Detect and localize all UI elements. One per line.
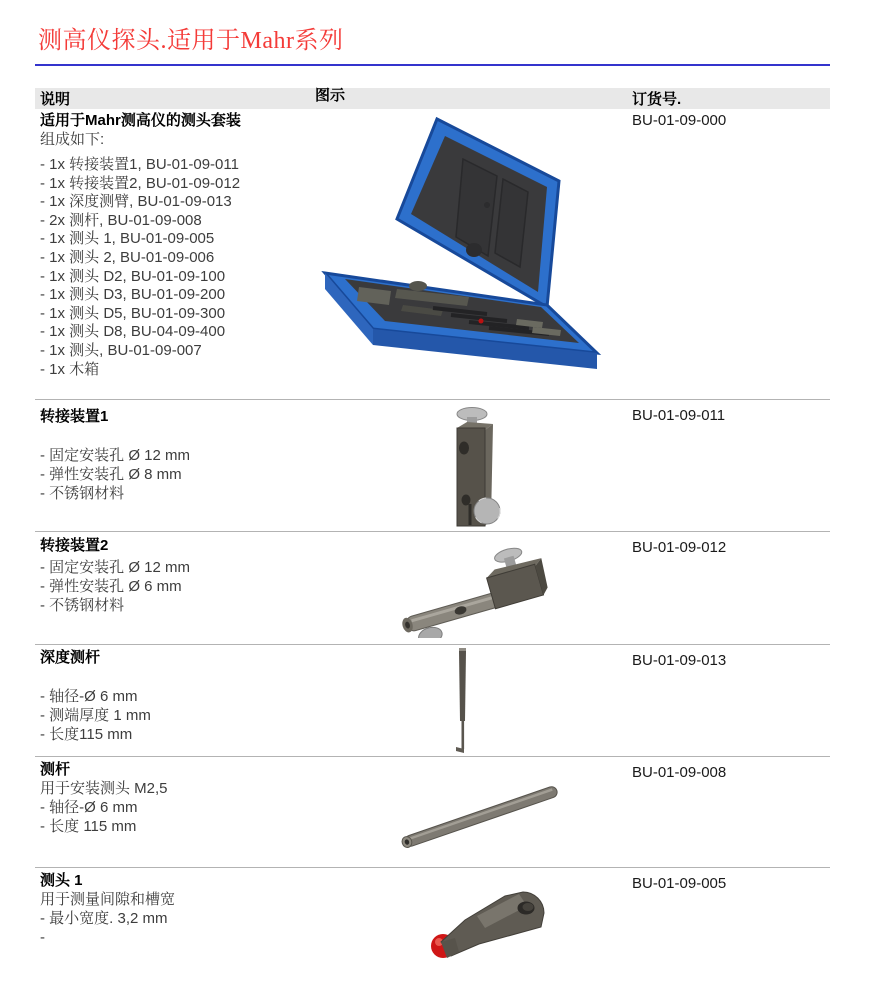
order-number: BU-01-09-008 xyxy=(632,764,727,781)
probe-set-case-image xyxy=(311,115,623,391)
table-row xyxy=(35,399,830,531)
row-image-cell xyxy=(315,400,632,531)
col-header-order: 订货号. xyxy=(632,91,682,108)
page-title: 测高仪探头.适用于Mahr系列 xyxy=(38,28,344,54)
row-description xyxy=(35,109,315,399)
bullet-item: - 最小宽度. 3,2 mm xyxy=(40,910,168,927)
order-number: BU-01-09-011 xyxy=(632,407,726,424)
bullet-item: - 1x 测头 D3, BU-01-09-200 xyxy=(40,286,226,304)
bullet-item: - 1x 测头 2, BU-01-09-006 xyxy=(40,248,215,266)
bullet-item: - 1x 木箱 xyxy=(40,360,100,378)
row-title: 测杆 xyxy=(40,761,71,778)
table-row xyxy=(35,644,830,756)
table-row xyxy=(35,109,830,399)
row-description xyxy=(35,532,315,644)
row-title: 转接装置1 xyxy=(40,408,109,425)
bullet-list xyxy=(40,909,315,947)
row-subtitle: 用于测量间隙和槽宽 xyxy=(40,890,176,908)
bullet-item: - 长度115 mm xyxy=(40,725,133,743)
col-header-description: 说明 xyxy=(40,91,71,108)
bullet-item: - 1x 转接装置2, BU-01-09-012 xyxy=(40,174,241,192)
bullet-item: - 1x 测头 1, BU-01-09-005 xyxy=(40,230,215,248)
order-number: BU-01-09-012 xyxy=(632,539,727,556)
row-title: 深度测杆 xyxy=(40,649,101,666)
bullet-list xyxy=(40,687,315,744)
row-description xyxy=(35,868,315,1002)
table-row xyxy=(35,756,830,867)
bullet-list xyxy=(40,156,315,379)
row-subtitle: 用于安装测头 M2,5 xyxy=(40,779,168,797)
row-title: 适用于Mahr测高仪的测头套装 xyxy=(40,112,241,129)
bullet-item: - 固定安装孔 Ø 12 mm xyxy=(40,446,191,464)
bullet-item: - 1x 测头 D5, BU-01-09-300 xyxy=(40,304,226,322)
bullet-list xyxy=(40,798,315,836)
bullet-item: - 不锈钢材料 xyxy=(40,484,125,502)
row-image-cell xyxy=(315,757,632,867)
bullet-item: - 弹性安装孔 Ø 6 mm xyxy=(40,577,182,595)
adapter-2-image xyxy=(390,546,558,638)
probe-1-image xyxy=(407,880,567,976)
bullet-item: - 弹性安装孔 Ø 8 mm xyxy=(40,465,182,483)
bullet-item: - 1x 测头, BU-01-09-007 xyxy=(40,341,202,359)
title-underline xyxy=(35,64,830,66)
row-image-cell xyxy=(315,868,632,1002)
bullet-item: - 轴径-Ø 6 mm xyxy=(40,687,138,705)
bullet-item: - 1x 深度测臂, BU-01-09-013 xyxy=(40,193,232,211)
bullet-item: - 长度 115 mm xyxy=(40,818,137,835)
bullet-item: - 测端厚度 1 mm xyxy=(40,706,151,724)
bullet-item: - 1x 转接装置1, BU-01-09-011 xyxy=(40,156,239,173)
bullet-item: - 1x 测头 D2, BU-01-09-100 xyxy=(40,267,226,285)
bullet-list xyxy=(40,558,315,615)
bullet-list xyxy=(40,446,315,503)
order-number: BU-01-09-005 xyxy=(632,875,727,892)
row-title: 转接装置2 xyxy=(40,537,109,554)
row-title: 测头 1 xyxy=(40,872,83,889)
table-row xyxy=(35,531,830,644)
table-row xyxy=(35,867,830,1002)
row-image-cell xyxy=(315,532,632,644)
bullet-item: - 固定安装孔 Ø 12 mm xyxy=(40,558,191,576)
row-description xyxy=(35,645,315,756)
bullet-item: - xyxy=(40,929,45,946)
bullet-item: - 不锈钢材料 xyxy=(40,596,125,614)
row-subtitle: 组成如下: xyxy=(40,130,105,148)
bullet-item: - 1x 测头 D8, BU-04-09-400 xyxy=(40,323,226,341)
bullet-item: - 轴径-Ø 6 mm xyxy=(40,799,138,816)
row-description xyxy=(35,757,315,867)
row-image-cell xyxy=(315,645,632,756)
col-header-image: 图示 xyxy=(315,87,346,104)
order-number: BU-01-09-013 xyxy=(632,652,727,669)
probe-shaft-image xyxy=(393,770,569,862)
order-number: BU-01-09-000 xyxy=(632,112,727,129)
row-image-cell xyxy=(315,109,632,399)
bullet-item: - 2x 测杆, BU-01-09-008 xyxy=(40,211,202,229)
adapter-1-image xyxy=(427,404,517,530)
table-header xyxy=(35,88,830,109)
depth-rod-image xyxy=(443,647,483,755)
product-table xyxy=(35,88,830,1002)
row-description xyxy=(35,400,315,531)
